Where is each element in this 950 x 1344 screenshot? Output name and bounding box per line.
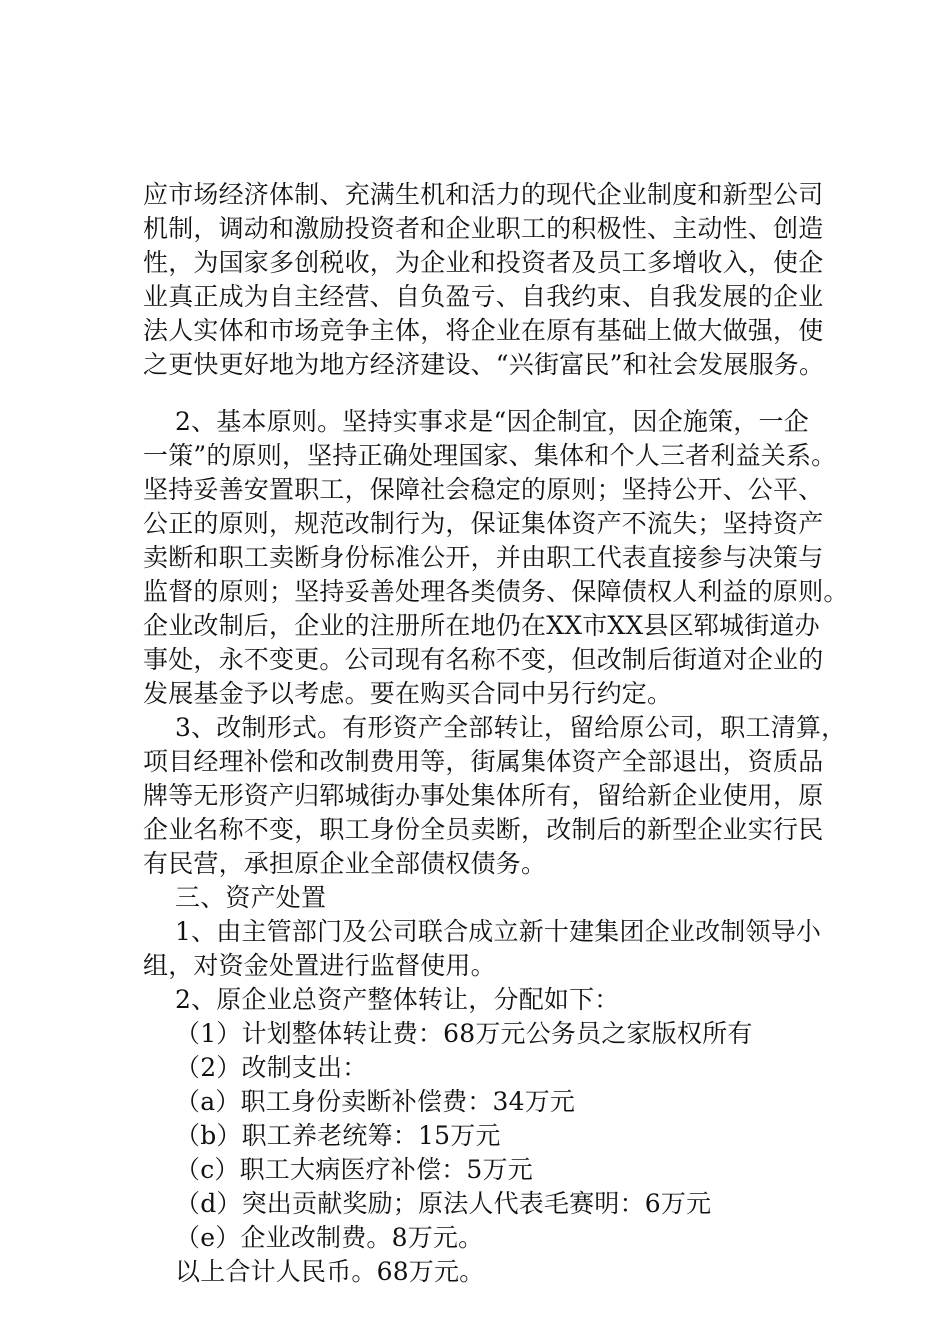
text-line: 公正的原则，规范改制行为，保证集体资产不流失；坚持资产 bbox=[143, 509, 824, 538]
list-item: （d）突出贡献奖励；原法人代表毛赛明：6万元 bbox=[175, 1189, 712, 1218]
list-item: （e）企业改制费。8万元。 bbox=[175, 1223, 484, 1252]
list-item: （c）职工大病医疗补偿：5万元 bbox=[175, 1155, 533, 1184]
text-line: 2、原企业总资产整体转让，分配如下： bbox=[175, 985, 620, 1014]
text-line: 卖断和职工卖断身份标准公开，并由职工代表直接参与决策与 bbox=[143, 543, 824, 572]
list-item: （a）职工身份卖断补偿费：34万元 bbox=[175, 1087, 576, 1116]
text-line: 事处，永不变更。公司现有名称不变，但改制后街道对企业的 bbox=[143, 645, 824, 674]
text-line: 机制，调动和激励投资者和企业职工的积极性、主动性、创造 bbox=[143, 214, 824, 243]
text-line: 监督的原则；坚持妥善处理各类债务、保障债权人利益的原则。 bbox=[143, 577, 849, 606]
text-line: 项目经理补偿和改制费用等，街属集体资产全部退出，资质品 bbox=[143, 747, 824, 776]
text-line: 法人实体和市场竞争主体，将企业在原有基础上做大做强，使 bbox=[143, 316, 824, 345]
text-line: 之更快更好地为地方经济建设、“兴街富民”和社会发展服务。 bbox=[143, 350, 825, 379]
list-item: （1）计划整体转让费：68万元公务员之家版权所有 bbox=[175, 1019, 753, 1048]
text-line: 一策”的原则，坚持正确处理国家、集体和个人三者利益关系。 bbox=[143, 441, 837, 470]
text-line: 有民营，承担原企业全部债权债务。 bbox=[143, 849, 547, 878]
text-line: 牌等无形资产归郓城街办事处集体所有，留给新企业使用，原 bbox=[143, 781, 824, 810]
section-heading: 三、资产处置 bbox=[175, 883, 327, 912]
text-line: 2、基本原则。坚持实事求是“因企制宜，因企施策，一企 bbox=[175, 407, 809, 436]
text-line: 组，对资金处置进行监督使用。 bbox=[143, 951, 496, 980]
list-item: （b）职工养老统筹：15万元 bbox=[175, 1121, 501, 1150]
text-line: 企业名称不变，职工身份全员卖断，改制后的新型企业实行民 bbox=[143, 815, 824, 844]
text-line: 性，为国家多创税收，为企业和投资者及员工多增收入，使企 bbox=[143, 248, 824, 277]
text-line: 以上合计人民币。68万元。 bbox=[175, 1257, 485, 1286]
text-line: 应市场经济体制、充满生机和活力的现代企业制度和新型公司 bbox=[143, 180, 824, 209]
text-line: 业真正成为自主经营、自负盈亏、自我约束、自我发展的企业 bbox=[143, 282, 824, 311]
text-line: 企业改制后，企业的注册所在地仍在XX市XX县区郓城街道办 bbox=[143, 611, 820, 640]
text-line: 发展基金予以考虑。要在购买合同中另行约定。 bbox=[143, 679, 673, 708]
text-line: 1、由主管部门及公司联合成立新十建集团企业改制领导小 bbox=[175, 917, 822, 946]
text-line: 坚持妥善安置职工，保障社会稳定的原则；坚持公开、公平、 bbox=[143, 475, 824, 504]
list-item: （2）改制支出： bbox=[175, 1053, 368, 1082]
text-line: 3、改制形式。有形资产全部转让，留给原公司，职工清算， bbox=[175, 713, 847, 742]
